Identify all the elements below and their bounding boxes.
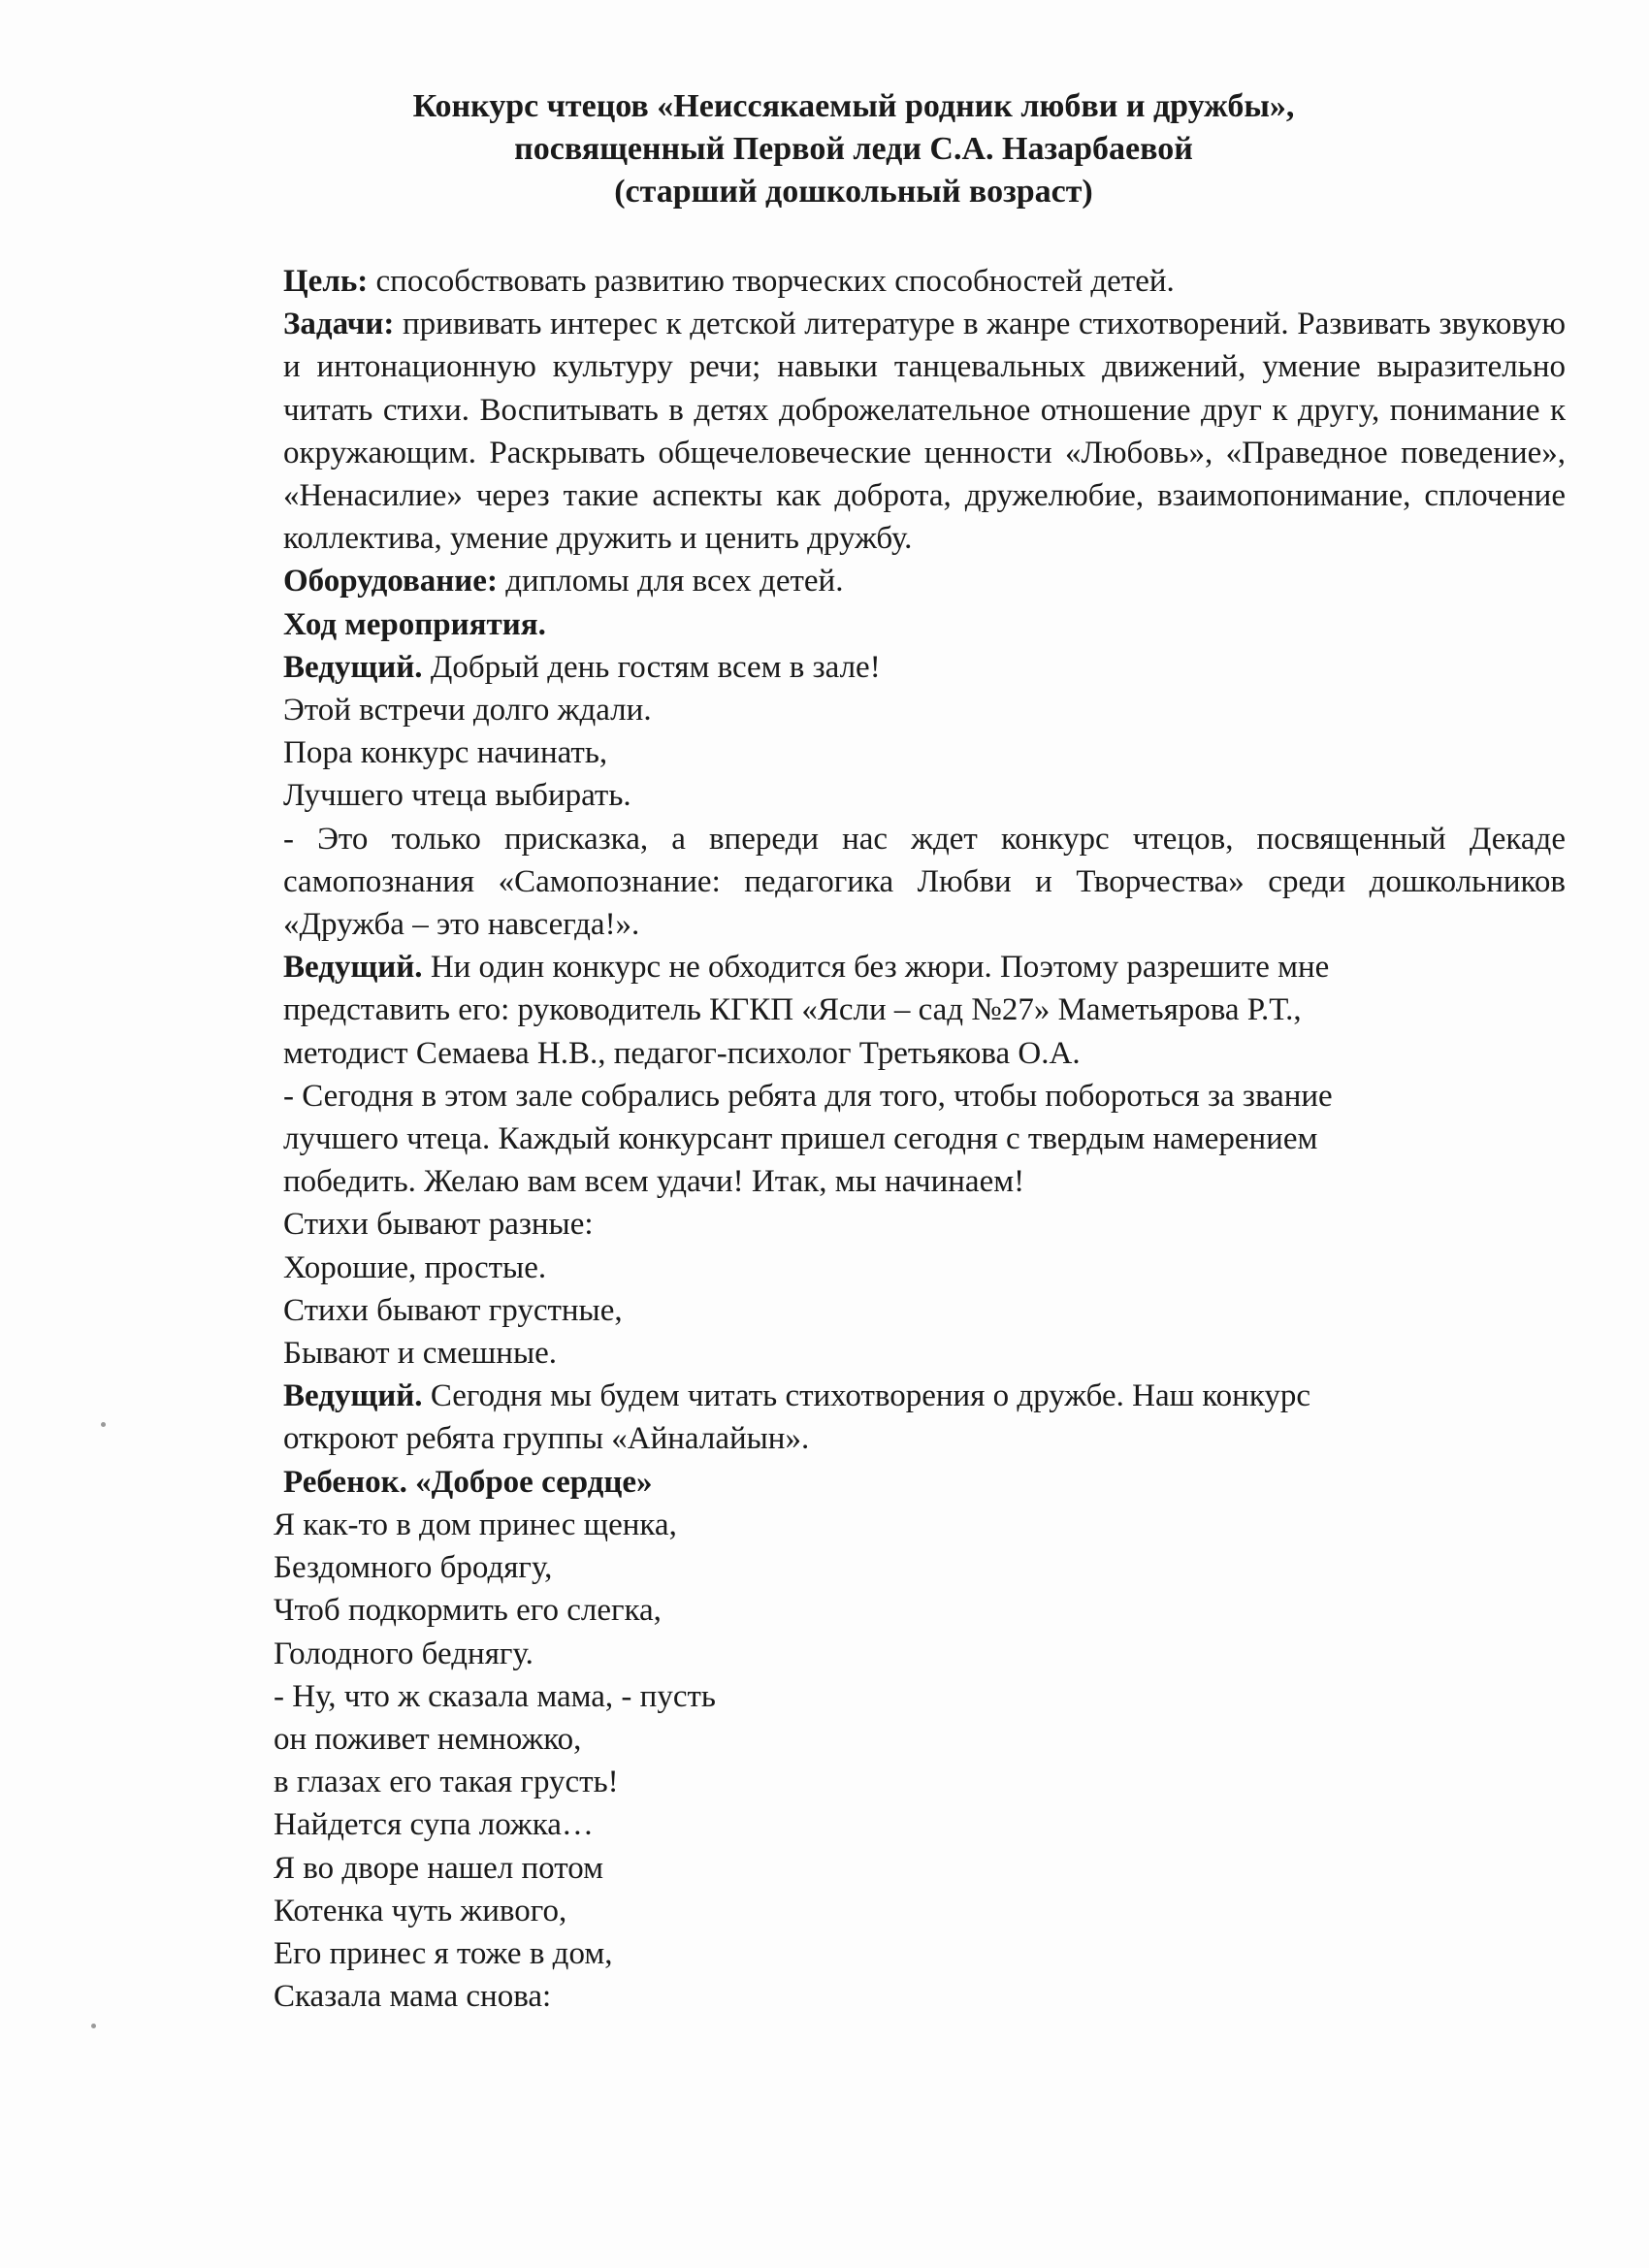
host-line-1 <box>283 646 1566 689</box>
equipment-text: дипломы для всех детей. <box>497 564 844 599</box>
course-heading <box>283 603 1566 646</box>
poem-line-9: Я во дворе нашел потом <box>274 1850 603 1886</box>
tasks-text: прививать интерес к детской литературе в жанре стихотворений. Развивать звуковую и интонационную культуру речи; навыки танцевальных движений, умение выразительно читать стихи. Воспитывать в детях доброжелательное отношение друг к другу, понимание к окружающим. Раскрывать общечеловеческие ценности «Любовь», «Праведное поведение», «Ненасилие» через такие аспекты как доброта, дружелюбие, взаимопонимание, сплочение коллектива, умение дружить и ценить дружбу. <box>283 307 1566 557</box>
poem-line-10: Котенка чуть живого, <box>274 1893 567 1928</box>
tasks-paragraph <box>283 303 1566 560</box>
poem-line-1: Я как-то в дом принес щенка, <box>274 1507 677 1542</box>
today-line-2: лучшего чтеца. Каждый конкурсант пришел сегодня с твердым намерением <box>283 1121 1318 1157</box>
jury-line-2: представить его: руководитель КГКП «Ясли – сад №27» Маметьярова Р.Т., <box>283 992 1302 1028</box>
verse1-line-3: Лучшего чтеца выбирать. <box>283 778 631 814</box>
host-line-3 <box>283 1375 1566 1417</box>
poem-line-11: Его принес я тоже в дом, <box>274 1935 613 1971</box>
tasks-label: Задачи: <box>283 307 395 342</box>
verse2-line-3: Стихи бывают грустные, <box>283 1292 623 1328</box>
title-line-1: Конкурс чтецов «Неиссякаемый родник любви и дружбы», <box>412 88 1295 124</box>
verse2-line-1: Стихи бывают разные: <box>283 1207 594 1243</box>
jury-line-3: методист Семаева Н.В., педагог-психолог Третьякова О.А. <box>283 1035 1081 1071</box>
host-label-1: Ведущий. <box>283 649 423 685</box>
today-line-3: победить. Желаю вам всем удачи! Итак, мы начинаем! <box>283 1164 1025 1200</box>
poem-line-8: Найдется супа ложка… <box>274 1807 594 1843</box>
goal-text: способствовать развитию творческих способностей детей. <box>368 264 1175 299</box>
verse1-line-2: Пора конкурс начинать, <box>283 735 608 771</box>
host-label-2: Ведущий. <box>283 950 423 986</box>
document-body <box>274 260 1566 2018</box>
host-line-2 <box>283 946 1566 988</box>
host-text-3: Сегодня мы будем читать стихотворения о дружбе. Наш конкурс <box>422 1378 1311 1414</box>
goal-paragraph <box>283 260 1566 303</box>
document-title <box>272 85 1436 213</box>
verse2-line-2: Хорошие, простые. <box>283 1249 547 1285</box>
poem-line-6: он поживет немножко, <box>274 1721 582 1757</box>
host3-line-2: откроют ребята группы «Айналайын». <box>283 1421 810 1457</box>
child-heading <box>283 1461 1566 1504</box>
equipment-paragraph <box>283 560 1566 602</box>
poem-block <box>274 1504 1566 2018</box>
child-heading-text: Ребенок. «Доброе сердце» <box>283 1464 653 1500</box>
goal-label: Цель: <box>283 264 369 299</box>
poem-line-3: Чтоб подкормить его слегка, <box>274 1593 662 1629</box>
poem-line-5: - Ну, что ж сказала мама, - пусть <box>274 1678 716 1714</box>
poem-line-12: Сказала мама снова: <box>274 1979 552 2015</box>
host-text-1: Добрый день гостям всем в зале! <box>422 649 881 685</box>
verse2-line-4: Бывают и смешные. <box>283 1336 558 1372</box>
today-line-1: - Сегодня в этом зале собрались ребята для того, чтобы побороться за звание <box>283 1078 1333 1114</box>
poem-line-2: Бездомного бродягу, <box>274 1550 553 1586</box>
course-heading-text: Ход мероприятия. <box>283 606 546 642</box>
scan-speck <box>101 1422 106 1427</box>
poem-line-7: в глазах его такая грусть! <box>274 1765 619 1800</box>
title-line-3: (старший дошкольный возраст) <box>614 174 1093 210</box>
intro-paragraph: - Это только присказка, а впереди нас ждет конкурс чтецов, посвященный Декаде самопознания «Самопознание: педагогика Любви и Творчества» среди дошкольников «Дружба – это навсегда!». <box>283 821 1566 943</box>
host-text-2: Ни один конкурс не обходится без жюри. Поэтому разрешите мне <box>422 950 1330 986</box>
equipment-label: Оборудование: <box>283 564 498 599</box>
title-line-2: посвященный Первой леди С.А. Назарбаевой <box>514 131 1193 167</box>
scan-speck <box>91 2024 96 2028</box>
verse1-line-1: Этой встречи долго ждали. <box>283 693 652 729</box>
poem-line-4: Голодного беднягу. <box>274 1636 534 1671</box>
host-label-3: Ведущий. <box>283 1378 423 1414</box>
